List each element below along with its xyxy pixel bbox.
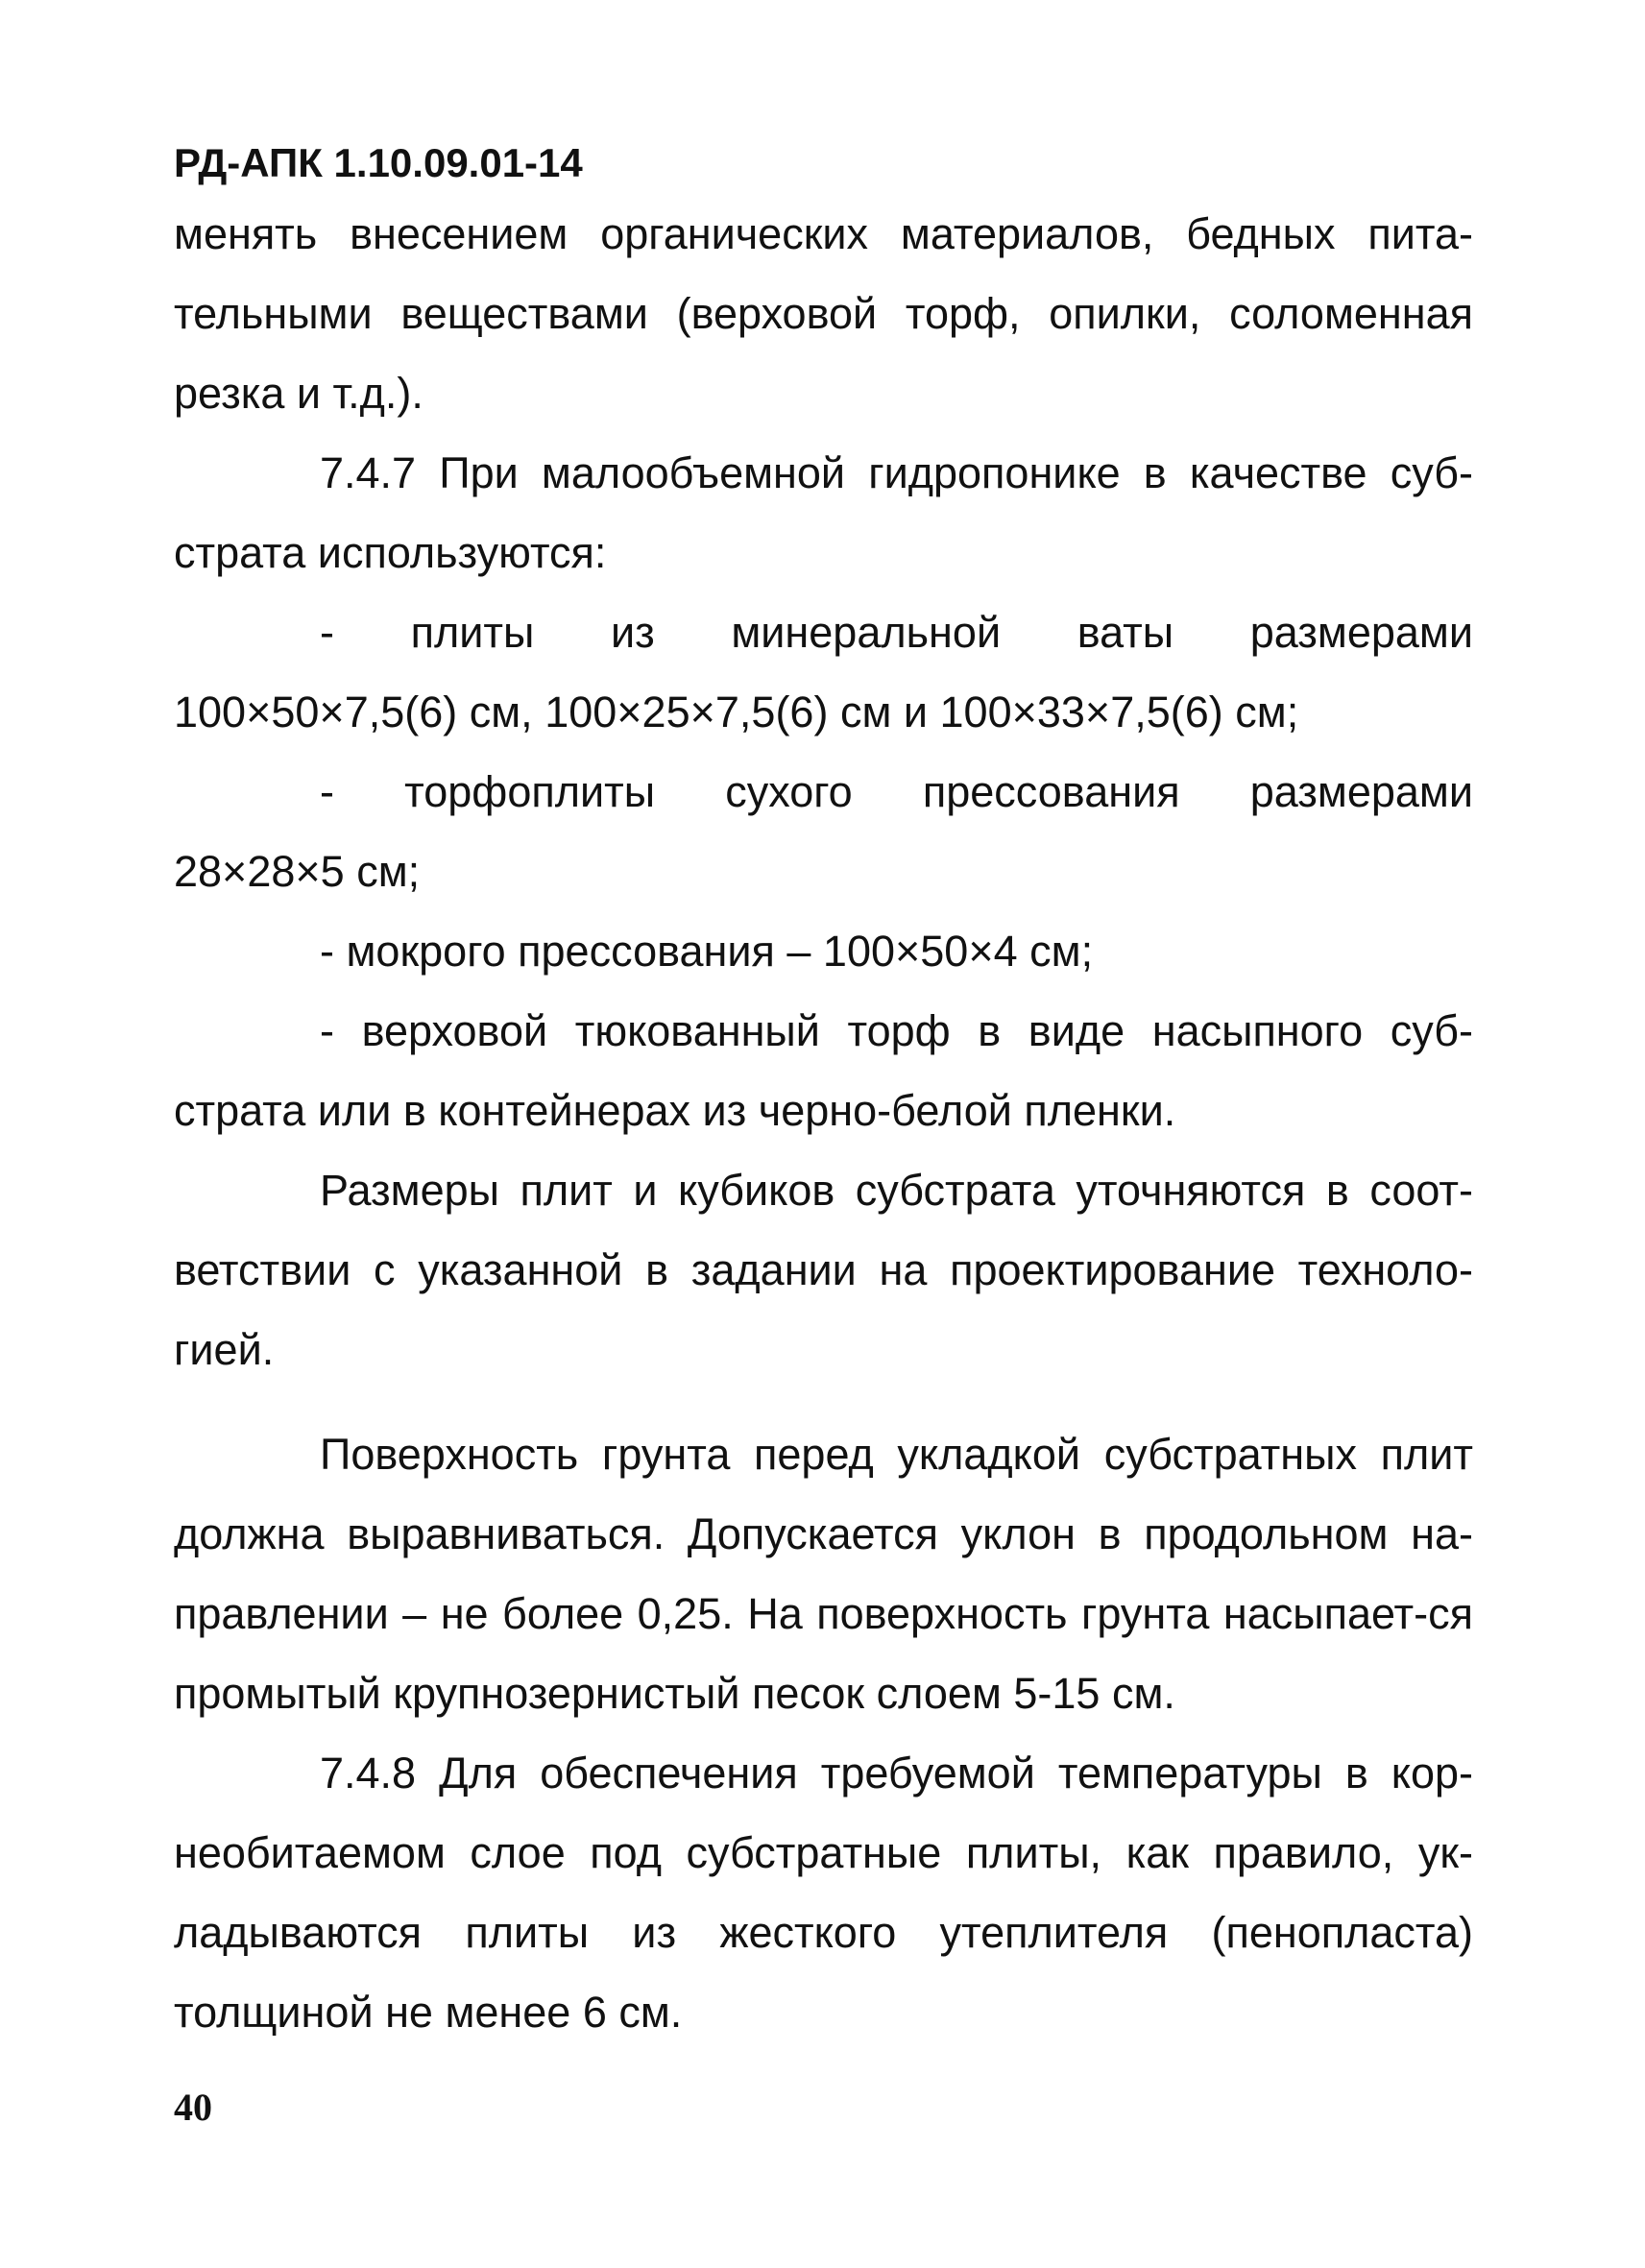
list-item-dry-press-line1: - торфоплиты сухого прессования размерами bbox=[320, 767, 1473, 816]
paragraph-ground-surface: Поверхность грунта перед укладкой субстратных плит должна выравниваться. Допускается уклон в продольном на-правлении – не более 0,25. На поверхность грунта насыпает-ся промытый крупнозернистый песок слоем 5-15 см. bbox=[174, 1430, 1473, 1718]
page-number: 40 bbox=[174, 2086, 212, 2129]
list-item-mineral-wool-line2: 100×50×7,5(6) см, 100×25×7,5(6) см и 100×33×7,5(6) см; bbox=[174, 688, 1299, 736]
list-item-baled-peat: - верховой тюкованный торф в виде насыпного суб-страта или в контейнерах из черно-белой пленки. bbox=[174, 1006, 1473, 1135]
list-item-wet-press: - мокрого прессования – 100×50×4 см; bbox=[320, 927, 1094, 976]
list-item-mineral-wool-line1: - плиты из минеральной ваты размерами bbox=[320, 608, 1473, 657]
document-page bbox=[174, 134, 1473, 2052]
list-item-dry-press-line2: 28×28×5 см; bbox=[174, 847, 421, 896]
paragraph-organic-materials: менять внесением органических материалов, бедных пита-тельными веществами (верховой торф, опилки, соломенная резка и т.д.). bbox=[174, 209, 1473, 418]
paragraph-7-4-8: 7.4.8 Для обеспечения требуемой температуры в кор-необитаемом слое под субстратные плиты, как правило, ук-ладываются плиты из жесткого утеплителя (пенопласта) толщиной не менее 6 см. bbox=[174, 1749, 1473, 2037]
document-code-header: РД-АПК 1.10.09.01-14 bbox=[174, 140, 583, 185]
paragraph-substrate-sizes: Размеры плит и кубиков субстрата уточняются в соот-ветствии с указанной в задании на проектирование техноло-гией. bbox=[174, 1166, 1473, 1374]
paragraph-7-4-7: 7.4.7 При малообъемной гидропонике в качестве суб-страта используются: bbox=[174, 448, 1473, 577]
